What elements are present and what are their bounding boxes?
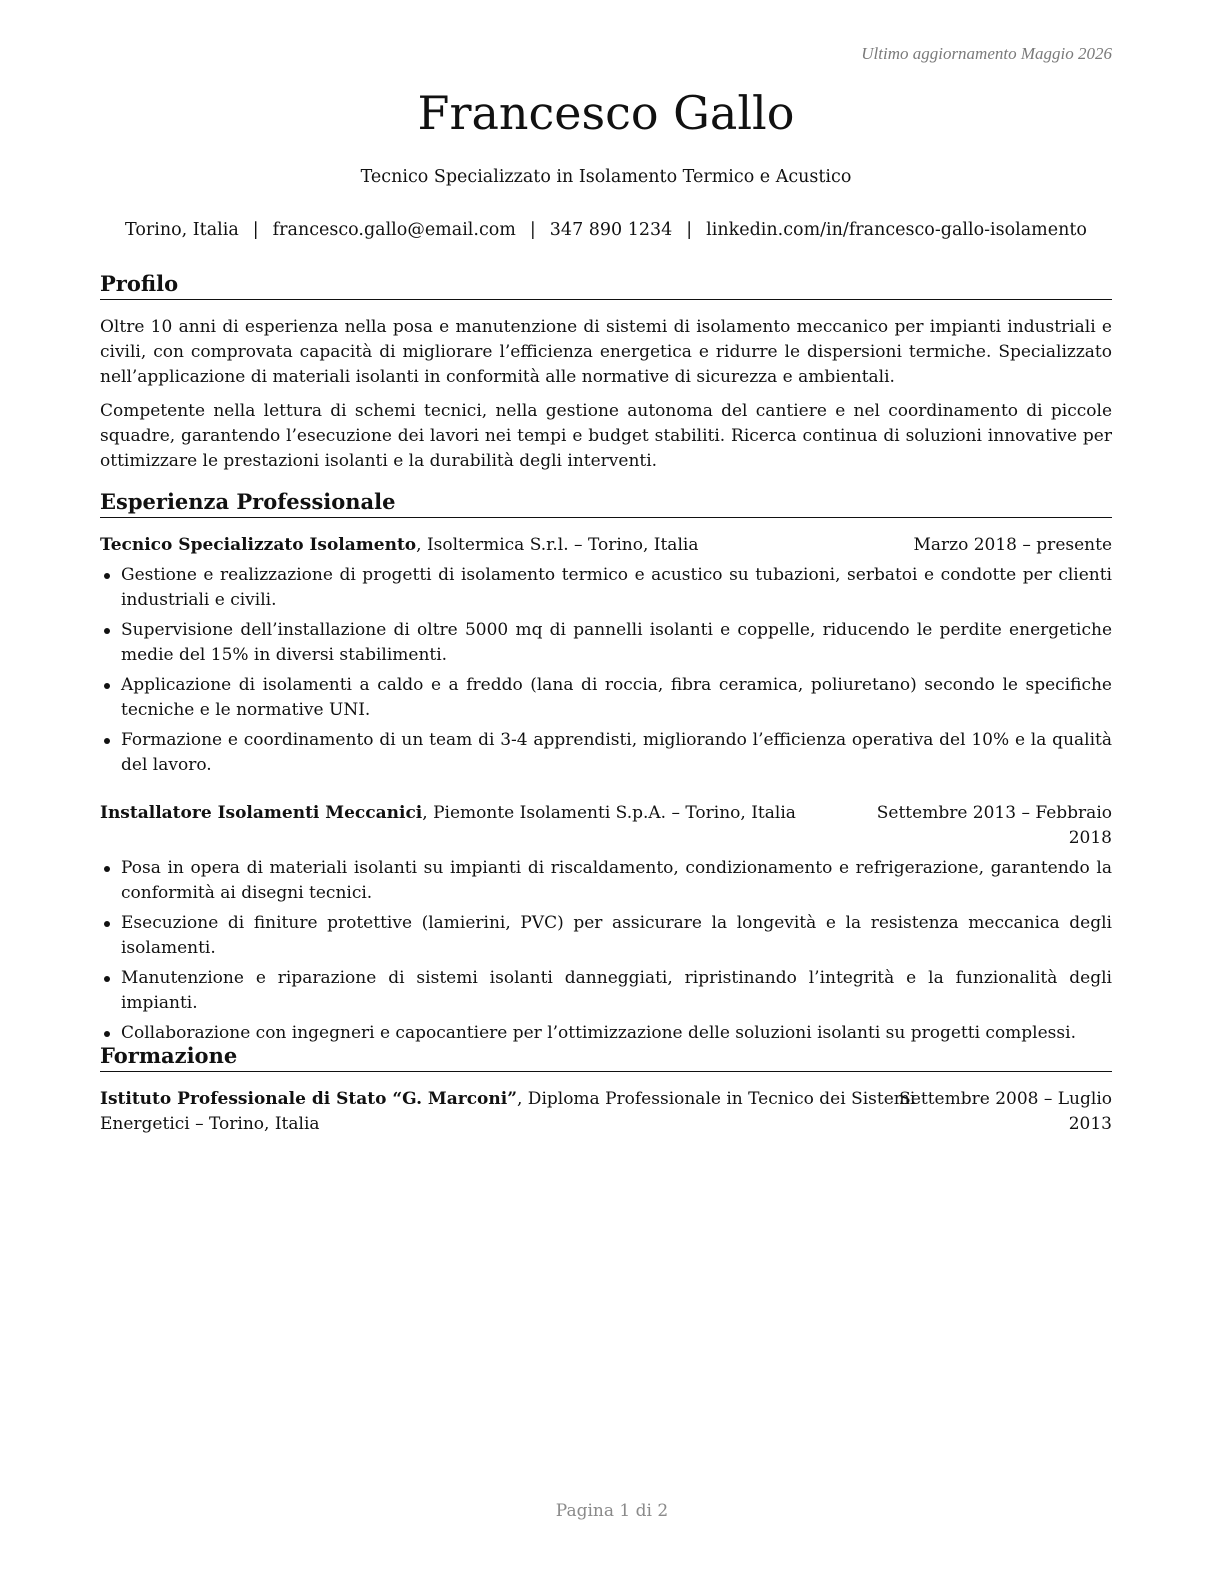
bullet-icon bbox=[104, 683, 110, 689]
list-item: Gestione e realizzazione di progetti di isolamento termico e acustico su tubazioni, serbatoi e condotte per clienti industriali e civili. bbox=[100, 563, 1112, 613]
job-role-company bbox=[100, 801, 796, 826]
candidate-name: Francesco Gallo bbox=[417, 86, 795, 140]
education-school-degree bbox=[100, 1087, 915, 1137]
list-item: Manutenzione e riparazione di sistemi isolanti danneggiati, ripristinando l’integrità e la funzionalità degli impianti. bbox=[100, 966, 1112, 1016]
bullet-icon bbox=[104, 738, 110, 744]
job-role-company bbox=[100, 533, 698, 558]
contact-linkedin-link[interactable]: linkedin.com/in/francesco-gallo-isolamento bbox=[706, 220, 1087, 240]
education-degree-continued: Energetici – Torino, Italia bbox=[100, 1114, 320, 1134]
list-item: Applicazione di isolamenti a caldo e a freddo (lana di roccia, fibra ceramica, poliuretano) secondo le specifiche tecniche e le normative UNI. bbox=[100, 673, 1112, 723]
section-heading-education: Formazione bbox=[100, 1043, 1112, 1072]
contact-phone: 347 890 1234 bbox=[549, 220, 673, 240]
profile-paragraph: Competente nella lettura di schemi tecnici, nella gestione autonoma del cantiere e nel coordinamento di piccole squadre, garantendo l’esecuzione dei lavori nei tempi e budget stabiliti. Ricerca continua di soluzioni innovative per ottimizzare le prestazioni isolanti e la durabilità degli interventi. bbox=[100, 401, 1112, 471]
list-item: Collaborazione con ingegneri e capocantiere per l’ottimizzazione delle soluzioni isolanti su progetti complessi. bbox=[100, 1021, 1112, 1046]
list-item: Supervisione dell’installazione di oltre 5000 mq di pannelli isolanti e coppelle, riducendo le perdite energetiche medie del 15% in diversi stabilimenti. bbox=[100, 618, 1112, 668]
bullet-icon bbox=[104, 866, 110, 872]
job-bullet-list bbox=[100, 563, 1112, 783]
job-title: Tecnico Specializzato Isolamento bbox=[100, 535, 417, 555]
education-dates: Settembre 2008 – Luglio 2013 bbox=[899, 1089, 1112, 1134]
job-bullet-list bbox=[100, 856, 1112, 1051]
section-heading-profile: Profilo bbox=[100, 271, 1112, 300]
education-school: Istituto Professionale di Stato “G. Marconi” bbox=[100, 1089, 517, 1109]
job-title: Installatore Isolamenti Meccanici bbox=[100, 803, 423, 823]
job-company: , Piemonte Isolamenti S.p.A. – Torino, Italia bbox=[422, 803, 796, 823]
list-item: Esecuzione di finiture protettive (lamierini, PVC) per assicurare la longevità e la resistenza meccanica degli isolamenti. bbox=[100, 911, 1112, 961]
job-company: , Isoltermica S.r.l. – Torino, Italia bbox=[416, 535, 699, 555]
profile-paragraph: Oltre 10 anni di esperienza nella posa e manutenzione di sistemi di isolamento meccanico per impianti industriali e civili, con comprovata capacità di migliorare l’efficienza energetica e ridurre le dispersioni termiche. Specializzato nell’applicazione di materiali isolanti in conformità alle normative di sicurezza e ambientali. bbox=[100, 317, 1112, 387]
contact-email-link[interactable]: francesco.gallo@email.com bbox=[272, 220, 516, 240]
bullet-icon bbox=[104, 1031, 110, 1037]
contact-separator: | bbox=[529, 220, 536, 240]
list-item: Formazione e coordinamento di un team di 3-4 apprendisti, migliorando l’efficienza operativa del 10% e la qualità del lavoro. bbox=[100, 728, 1112, 778]
section-heading-experience: Esperienza Professionale bbox=[100, 489, 1112, 518]
job-dates: Settembre 2013 – Febbraio 2018 bbox=[876, 803, 1112, 848]
education-degree: , Diploma Professionale in Tecnico dei Sistemi bbox=[517, 1089, 916, 1109]
bullet-icon bbox=[104, 573, 110, 579]
job-dates: Marzo 2018 – presente bbox=[913, 535, 1112, 555]
contact-location: Torino, Italia bbox=[125, 220, 239, 240]
list-item: Posa in opera di materiali isolanti su impianti di riscaldamento, condizionamento e refrigerazione, garantendo la conformità ai disegni tecnici. bbox=[100, 856, 1112, 906]
bullet-icon bbox=[104, 976, 110, 982]
bullet-icon bbox=[104, 628, 110, 634]
candidate-title: Tecnico Specializzato in Isolamento Termico e Acustico bbox=[360, 167, 852, 187]
bullet-icon bbox=[104, 921, 110, 927]
page-number: Pagina 1 di 2 bbox=[555, 1501, 669, 1521]
resume-page bbox=[100, 0, 1112, 1584]
last-updated-note: Ultimo aggiornamento Maggio 2026 bbox=[861, 44, 1112, 63]
contact-separator: | bbox=[686, 220, 693, 240]
contact-line bbox=[100, 219, 1112, 242]
contact-separator: | bbox=[252, 220, 259, 240]
